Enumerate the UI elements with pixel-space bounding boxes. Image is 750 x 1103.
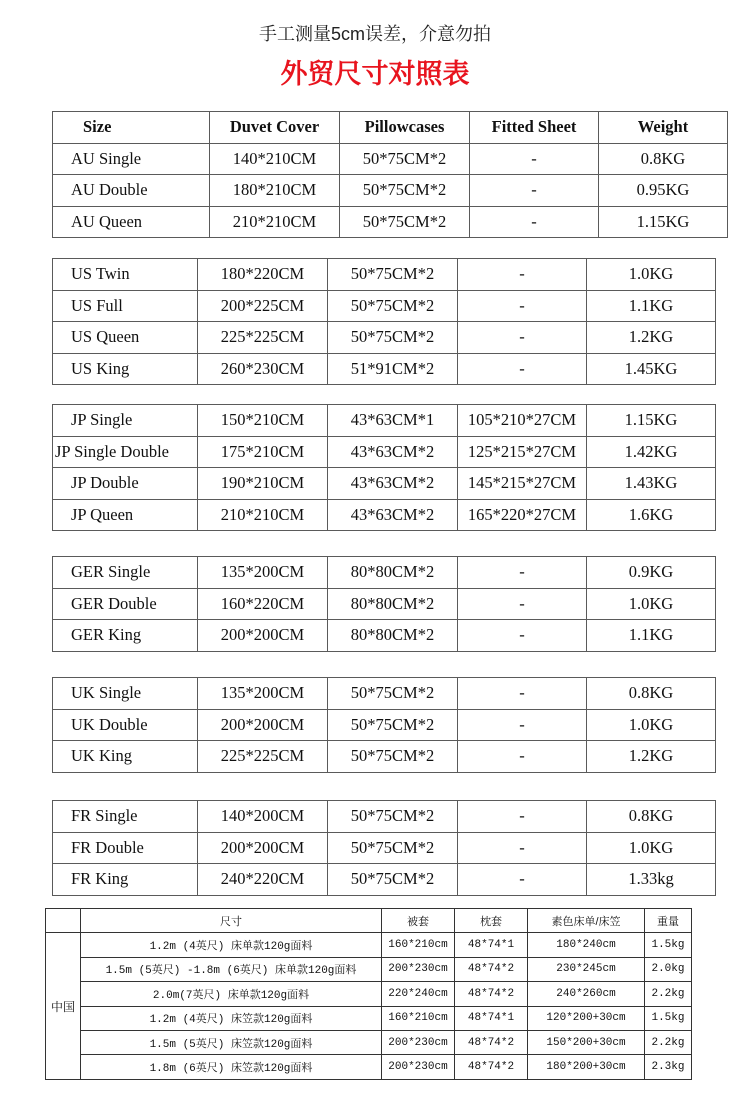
- cell-size: 2.0m(7英尺) 床单款120g面料: [81, 982, 382, 1006]
- cell-size: FR Double: [53, 832, 198, 864]
- cell-weight: 1.0KG: [587, 259, 716, 291]
- table-row: [53, 588, 716, 620]
- cell-fitted-sheet: -: [458, 557, 587, 589]
- cell-weight: 1.5kg: [645, 1006, 692, 1030]
- cell-pillowcases: 50*75CM*2: [328, 259, 458, 291]
- cell-weight: 0.9KG: [587, 557, 716, 589]
- cell-fitted-sheet: -: [458, 801, 587, 833]
- table-row: [53, 175, 728, 207]
- cell-pillowcases: 43*63CM*2: [328, 436, 458, 468]
- cell-duvet: 220*240cm: [382, 982, 455, 1006]
- cell-sheet: 150*200+30cm: [528, 1030, 645, 1054]
- cell-pillowcases: 50*75CM*2: [328, 801, 458, 833]
- cell-sheet: 230*245cm: [528, 957, 645, 981]
- header-fitted-sheet: Fitted Sheet: [470, 112, 599, 144]
- table-row: [53, 436, 716, 468]
- cell-weight: 1.15KG: [599, 206, 728, 238]
- cell-size: JP Single: [53, 405, 198, 437]
- cell-duvet-cover: 200*200CM: [198, 832, 328, 864]
- cell-fitted-sheet: 125*215*27CM: [458, 436, 587, 468]
- cell-weight: 2.3kg: [645, 1055, 692, 1079]
- table-row: [53, 620, 716, 652]
- cell-fitted-sheet: -: [458, 588, 587, 620]
- cell-weight: 1.43KG: [587, 468, 716, 500]
- cell-size: JP Single Double: [53, 436, 198, 468]
- cell-fitted-sheet: 165*220*27CM: [458, 499, 587, 531]
- table-row: [53, 864, 716, 896]
- cell-pillowcases: 80*80CM*2: [328, 620, 458, 652]
- cell-duvet-cover: 140*210CM: [210, 143, 340, 175]
- cell-size: US Full: [53, 290, 198, 322]
- cell-pillowcases: 50*75CM*2: [340, 206, 470, 238]
- cell-weight: 1.1KG: [587, 290, 716, 322]
- cell-weight: 1.15KG: [587, 405, 716, 437]
- header-duvet-cover: Duvet Cover: [210, 112, 340, 144]
- table-row: [53, 143, 728, 175]
- cell-weight: 1.6KG: [587, 499, 716, 531]
- cell-pillowcases: 50*75CM*2: [328, 832, 458, 864]
- cell-duvet-cover: 225*225CM: [198, 322, 328, 354]
- cell-size: AU Single: [53, 143, 210, 175]
- cell-duvet-cover: 240*220CM: [198, 864, 328, 896]
- cell-weight: 1.2KG: [587, 322, 716, 354]
- cell-size: UK Single: [53, 678, 198, 710]
- cell-pillowcases: 43*63CM*2: [328, 468, 458, 500]
- size-table-us: [52, 258, 716, 385]
- cell-fitted-sheet: -: [458, 864, 587, 896]
- cell-sheet: 180*200+30cm: [528, 1055, 645, 1079]
- cell-size: US Twin: [53, 259, 198, 291]
- table-row: [53, 353, 716, 385]
- table-row: [46, 1006, 692, 1030]
- cell-weight: 1.45KG: [587, 353, 716, 385]
- cell-fitted-sheet: -: [458, 678, 587, 710]
- table-row: [53, 206, 728, 238]
- cell-fitted-sheet: 145*215*27CM: [458, 468, 587, 500]
- cell-duvet-cover: 260*230CM: [198, 353, 328, 385]
- cell-fitted-sheet: -: [458, 709, 587, 741]
- cell-duvet-cover: 210*210CM: [198, 499, 328, 531]
- cell-size: 1.8m (6英尺) 床笠款120g面料: [81, 1055, 382, 1079]
- cell-duvet-cover: 135*200CM: [198, 678, 328, 710]
- cell-pillowcases: 80*80CM*2: [328, 588, 458, 620]
- size-table-fr: [52, 800, 716, 896]
- table-row: [46, 957, 692, 981]
- size-table-jp: [52, 404, 716, 531]
- cell-fitted-sheet: -: [458, 259, 587, 291]
- cell-duvet: 200*230cm: [382, 1055, 455, 1079]
- cell-duvet: 200*230cm: [382, 957, 455, 981]
- china-header-blank: [46, 909, 81, 933]
- cell-fitted-sheet: -: [470, 175, 599, 207]
- cell-size: 1.2m (4英尺) 床笠款120g面料: [81, 1006, 382, 1030]
- cell-fitted-sheet: -: [458, 741, 587, 773]
- cell-fitted-sheet: -: [458, 290, 587, 322]
- china-size-table: [45, 908, 692, 1080]
- cell-weight: 0.8KG: [587, 801, 716, 833]
- cell-pillowcases: 43*63CM*2: [328, 499, 458, 531]
- cell-weight: 1.42KG: [587, 436, 716, 468]
- cell-pillowcases: 50*75CM*2: [340, 143, 470, 175]
- cell-fitted-sheet: -: [458, 832, 587, 864]
- cell-pillowcase: 48*74*2: [455, 982, 528, 1006]
- cell-duvet-cover: 160*220CM: [198, 588, 328, 620]
- cell-pillowcases: 50*75CM*2: [340, 175, 470, 207]
- china-header-duvet: 被套: [382, 909, 455, 933]
- cell-duvet: 160*210cm: [382, 1006, 455, 1030]
- cell-size: 1.5m (5英尺) -1.8m (6英尺) 床单款120g面料: [81, 957, 382, 981]
- cell-size: 1.2m (4英尺) 床单款120g面料: [81, 933, 382, 957]
- cell-size: 1.5m (5英尺) 床笠款120g面料: [81, 1030, 382, 1054]
- cell-pillowcase: 48*74*2: [455, 957, 528, 981]
- cell-size: FR King: [53, 864, 198, 896]
- cell-weight: 2.2kg: [645, 982, 692, 1006]
- table-row: [46, 982, 692, 1006]
- cell-fitted-sheet: 105*210*27CM: [458, 405, 587, 437]
- cell-pillowcase: 48*74*2: [455, 1055, 528, 1079]
- cell-duvet-cover: 180*220CM: [198, 259, 328, 291]
- cell-size: GER Double: [53, 588, 198, 620]
- cell-size: US King: [53, 353, 198, 385]
- china-header-weight: 重量: [645, 909, 692, 933]
- cell-fitted-sheet: -: [458, 353, 587, 385]
- cell-duvet-cover: 200*200CM: [198, 709, 328, 741]
- table-row: [53, 557, 716, 589]
- cell-duvet-cover: 175*210CM: [198, 436, 328, 468]
- cell-pillowcases: 50*75CM*2: [328, 741, 458, 773]
- cell-weight: 0.95KG: [599, 175, 728, 207]
- size-table-au: [52, 111, 728, 238]
- cell-duvet-cover: 180*210CM: [210, 175, 340, 207]
- table-row: [53, 801, 716, 833]
- table-row: [53, 709, 716, 741]
- cell-weight: 1.5kg: [645, 933, 692, 957]
- cell-size: US Queen: [53, 322, 198, 354]
- cell-size: UK Double: [53, 709, 198, 741]
- cell-pillowcases: 50*75CM*2: [328, 322, 458, 354]
- cell-fitted-sheet: -: [470, 143, 599, 175]
- cell-weight: 2.2kg: [645, 1030, 692, 1054]
- header-weight: Weight: [599, 112, 728, 144]
- table-header-row: [53, 112, 728, 144]
- cell-pillowcase: 48*74*1: [455, 1006, 528, 1030]
- cell-duvet: 160*210cm: [382, 933, 455, 957]
- cell-weight: 1.1KG: [587, 620, 716, 652]
- cell-duvet-cover: 225*225CM: [198, 741, 328, 773]
- table-row: [53, 499, 716, 531]
- cell-duvet-cover: 190*210CM: [198, 468, 328, 500]
- cell-sheet: 120*200+30cm: [528, 1006, 645, 1030]
- table-row: [53, 259, 716, 291]
- table-row: [46, 1030, 692, 1054]
- cell-duvet: 200*230cm: [382, 1030, 455, 1054]
- cell-pillowcases: 43*63CM*1: [328, 405, 458, 437]
- cell-duvet-cover: 200*200CM: [198, 620, 328, 652]
- cell-size: FR Single: [53, 801, 198, 833]
- table-row: [53, 468, 716, 500]
- size-table-ger: [52, 556, 716, 652]
- table-row: [53, 290, 716, 322]
- cell-duvet-cover: 135*200CM: [198, 557, 328, 589]
- table-row: [53, 741, 716, 773]
- cell-pillowcases: 50*75CM*2: [328, 709, 458, 741]
- page-title: 外贸尺寸对照表: [280, 59, 470, 89]
- table-row: [53, 832, 716, 864]
- cell-fitted-sheet: -: [470, 206, 599, 238]
- cell-weight: 1.33kg: [587, 864, 716, 896]
- cell-weight: 2.0kg: [645, 957, 692, 981]
- cell-duvet-cover: 150*210CM: [198, 405, 328, 437]
- table-row: [46, 933, 692, 957]
- cell-pillowcases: 50*75CM*2: [328, 864, 458, 896]
- cell-sheet: 240*260cm: [528, 982, 645, 1006]
- table-row: [53, 405, 716, 437]
- cell-pillowcase: 48*74*2: [455, 1030, 528, 1054]
- cell-sheet: 180*240cm: [528, 933, 645, 957]
- cell-weight: 0.8KG: [587, 678, 716, 710]
- china-header-size: 尺寸: [81, 909, 382, 933]
- cell-weight: 0.8KG: [599, 143, 728, 175]
- cell-pillowcases: 50*75CM*2: [328, 290, 458, 322]
- table-row: [53, 678, 716, 710]
- cell-size: GER Single: [53, 557, 198, 589]
- cell-pillowcases: 51*91CM*2: [328, 353, 458, 385]
- cell-size: JP Queen: [53, 499, 198, 531]
- cell-size: UK King: [53, 741, 198, 773]
- cell-fitted-sheet: -: [458, 322, 587, 354]
- table-row: [46, 1055, 692, 1079]
- china-header-row: [46, 909, 692, 933]
- cell-duvet-cover: 140*200CM: [198, 801, 328, 833]
- size-table-uk: [52, 677, 716, 773]
- cell-duvet-cover: 210*210CM: [210, 206, 340, 238]
- cell-pillowcases: 50*75CM*2: [328, 678, 458, 710]
- cell-duvet-cover: 200*225CM: [198, 290, 328, 322]
- cell-weight: 1.0KG: [587, 588, 716, 620]
- cell-pillowcase: 48*74*1: [455, 933, 528, 957]
- cell-fitted-sheet: -: [458, 620, 587, 652]
- cell-weight: 1.0KG: [587, 709, 716, 741]
- cell-weight: 1.2KG: [587, 741, 716, 773]
- header-size: Size: [53, 112, 210, 144]
- cell-weight: 1.0KG: [587, 832, 716, 864]
- china-region-label: 中国: [46, 933, 81, 1079]
- header-pillowcases: Pillowcases: [340, 112, 470, 144]
- cell-pillowcases: 80*80CM*2: [328, 557, 458, 589]
- china-header-pillowcase: 枕套: [455, 909, 528, 933]
- cell-size: GER King: [53, 620, 198, 652]
- cell-size: AU Double: [53, 175, 210, 207]
- cell-size: AU Queen: [53, 206, 210, 238]
- page-subtitle: 手工测量5cm误差，介意勿拍: [258, 24, 491, 44]
- china-header-sheet: 素色床单/床笠: [528, 909, 645, 933]
- table-row: [53, 322, 716, 354]
- cell-size: JP Double: [53, 468, 198, 500]
